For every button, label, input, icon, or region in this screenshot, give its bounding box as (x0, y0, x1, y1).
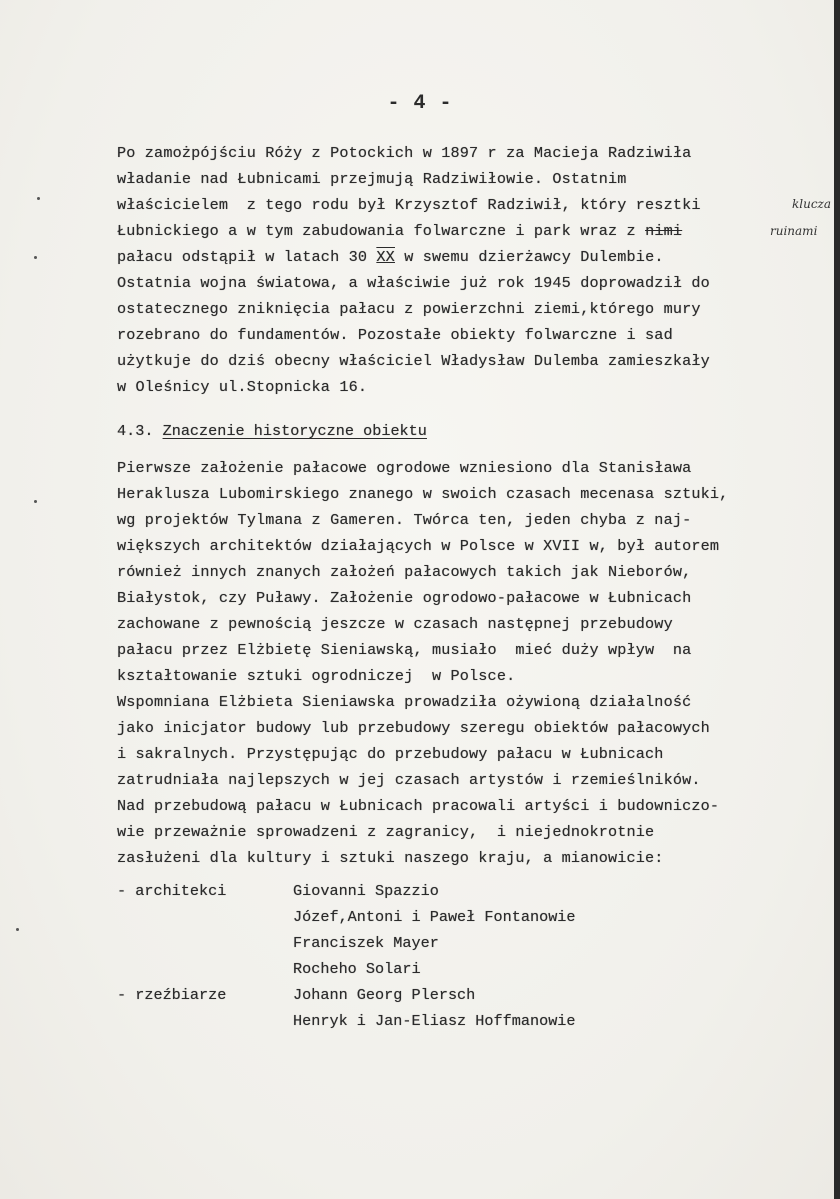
text-line: Wspomniana Elżbieta Sieniawska prowadziła ożywioną działalność (117, 693, 692, 711)
text-line: Ostatnia wojna światowa, a właściwie już rok 1945 doprowadził do (117, 274, 710, 292)
text-line: Pierwsze założenie pałacowe ogrodowe wzniesiono dla Stanisława (117, 459, 692, 477)
credit-name: Giovanni Spazzio (293, 882, 439, 900)
text-line: Nad przebudową pałacu w Łubnicach pracowali artyści i budowniczo- (117, 797, 720, 815)
text-line: kształtowanie sztuki ogrodniczej w Polsce. (117, 667, 516, 685)
scan-edge (834, 0, 840, 1199)
scan-speck (34, 500, 37, 503)
text-line: jako inicjator budowy lub przebudowy szeregu obiektów pałacowych (117, 719, 710, 737)
text-line: właścicielem z tego rodu był Krzysztof Radziwił, który resztki (117, 196, 701, 214)
text-line: większych architektów działających w Polsce w XVII w, był autorem (117, 537, 720, 555)
credit-name: Rocheho Solari (293, 960, 421, 978)
section-heading (117, 422, 427, 440)
credit-name: Henryk i Jan-Eliasz Hoffmanowie (293, 1012, 576, 1030)
text-line: wg projektów Tylmana z Gameren. Twórca ten, jeden chyba z naj- (117, 511, 692, 529)
text-line: użytkuje do dziś obecny właściciel Władysław Dulemba zamieszkały (117, 352, 710, 370)
text-line (117, 221, 682, 241)
credit-name: Franciszek Mayer (293, 934, 439, 952)
struck-word: nimi (645, 222, 683, 240)
scan-speck (34, 256, 37, 259)
scan-speck (16, 928, 19, 931)
text-line (117, 247, 664, 267)
section-title: Znaczenie historyczne obiektu (162, 422, 427, 440)
text-line: ostatecznego zniknięcia pałacu z powierzchni ziemi,którego mury (117, 300, 701, 318)
text-line: Heraklusza Lubomirskiego znanego w swoich czasach mecenasa sztuki, (117, 485, 729, 503)
text-line: władanie nad Łubnicami przejmują Radziwiłowie. Ostatnim (117, 170, 627, 188)
text-line: rozebrano do fundamentów. Pozostałe obiekty folwarczne i sad (117, 326, 673, 344)
text-segment: Łubnickiego a w tym zabudowania folwarczne i park wraz z (117, 222, 636, 240)
credit-role: - architekci (117, 882, 227, 900)
text-segment: w swemu dzierżawcy Dulembie. (394, 248, 664, 266)
text-line: wie przeważnie sprowadzeni z zagranicy, i niejednokrotnie (117, 823, 655, 841)
handwritten-note: ruinami (770, 224, 818, 238)
handwritten-note: klucza (792, 197, 832, 211)
credit-name: Johann Georg Plersch (293, 986, 476, 1004)
text-line: zachowane z pewnością jeszcze w czasach następnej przebudowy (117, 615, 673, 633)
credit-name: Józef,Antoni i Paweł Fontanowie (293, 908, 576, 926)
text-line: i sakralnych. Przystępując do przebudowy pałacu w Łubnicach (117, 745, 664, 763)
section-number: 4.3. (117, 422, 154, 440)
scan-speck (37, 197, 40, 200)
text-line: w Oleśnicy ul.Stopnicka 16. (117, 378, 368, 396)
text-line: zasłużeni dla kultury i sztuki naszego kraju, a mianowicie: (117, 849, 664, 867)
page-number: - 4 - (387, 92, 453, 115)
credit-role: - rzeźbiarze (117, 986, 227, 1004)
text-line: również innych znanych założeń pałacowych takich jak Nieborów, (117, 563, 692, 581)
text-line: pałacu przez Elżbietę Sieniawską, musiało mieć duży wpływ na (117, 641, 692, 659)
text-line: Po zamożpójściu Róży z Potockich w 1897 r za Macieja Radziwiła (117, 144, 692, 162)
text-line: Białystok, czy Puławy. Założenie ogrodowo-pałacowe w Łubnicach (117, 589, 692, 607)
text-segment: pałacu odstąpił w latach 30 (117, 248, 368, 266)
text-line: zatrudniała najlepszych w jej czasach artystów i rzemieślników. (117, 771, 701, 789)
roman-numeral: XX (376, 248, 395, 266)
